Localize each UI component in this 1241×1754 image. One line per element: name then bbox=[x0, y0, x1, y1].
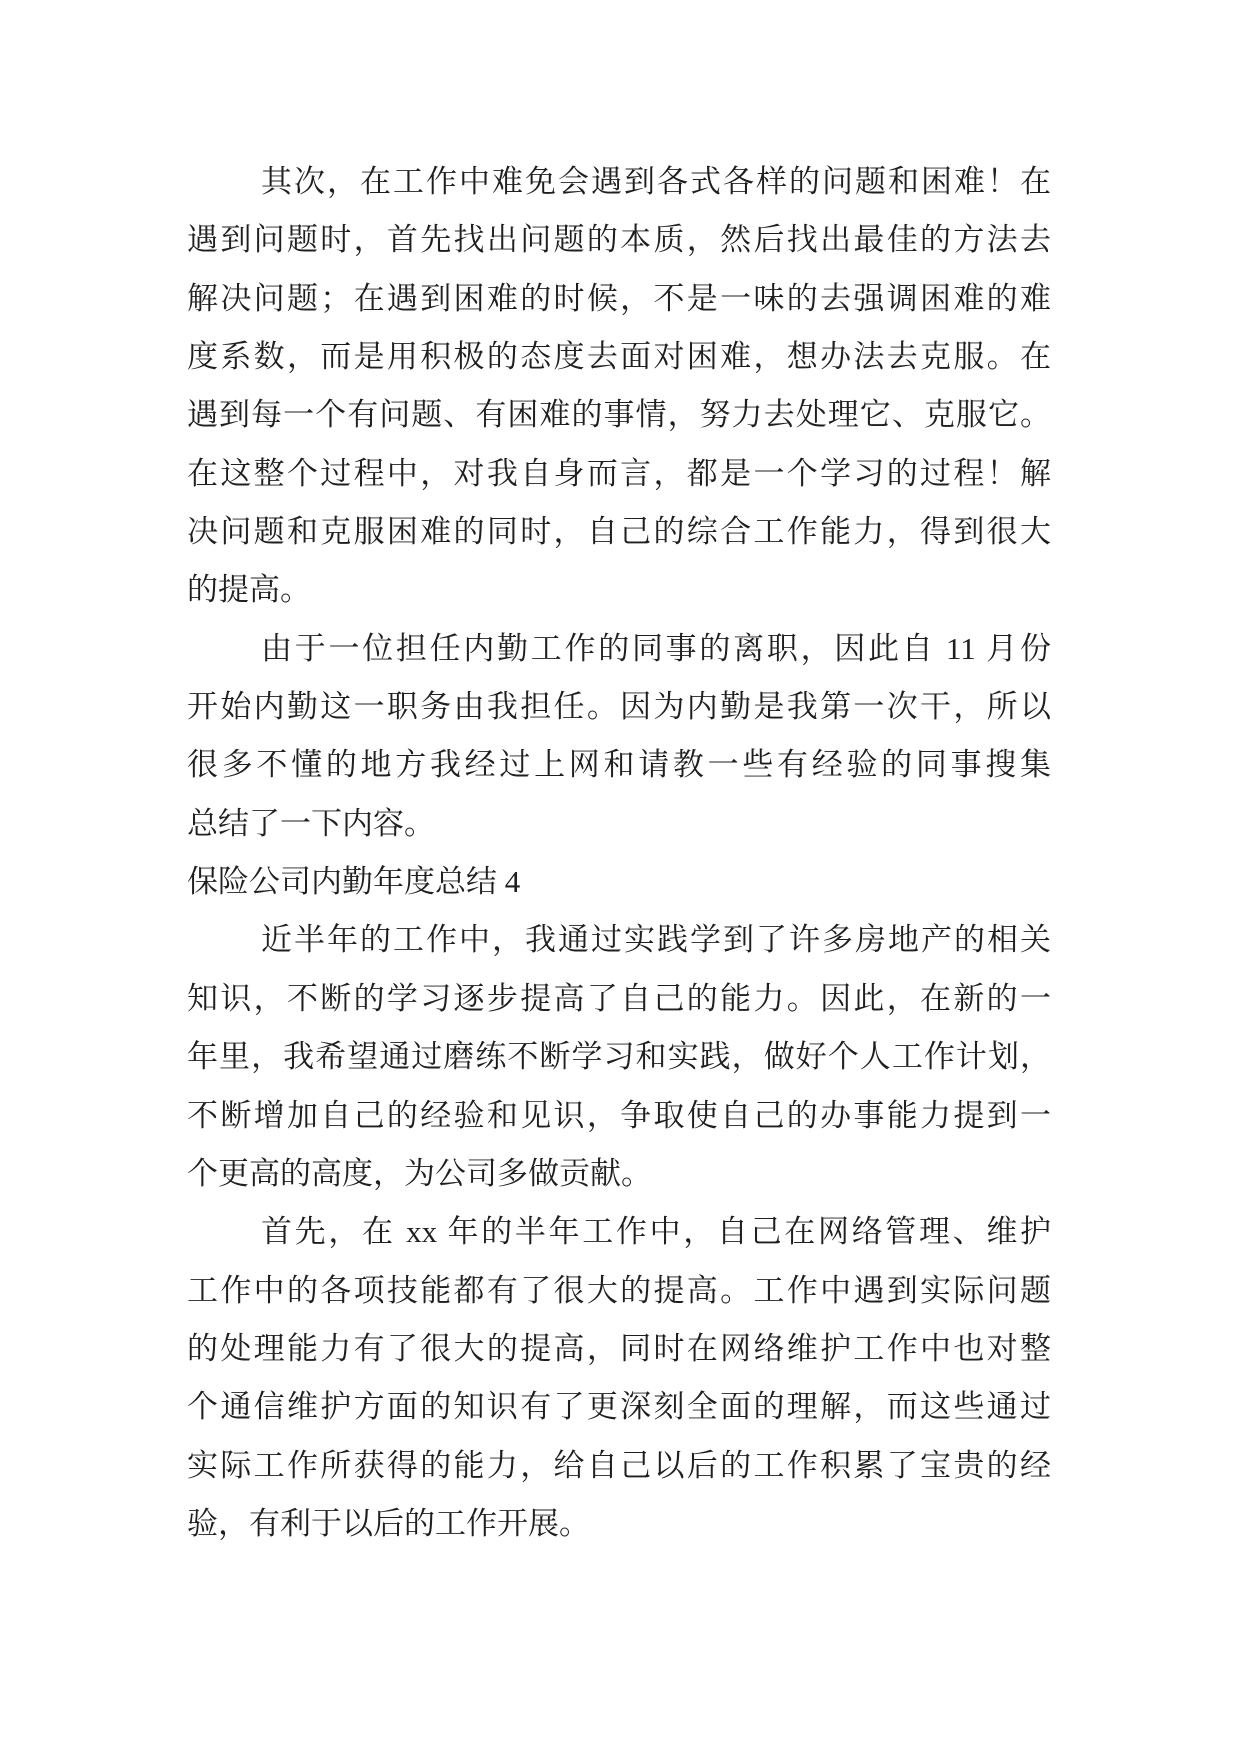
text-line: 工作中的各项技能都有了很大的提高。工作中遇到实际问题 bbox=[187, 1272, 1051, 1308]
text-line: 验，有利于以后的工作开展。 bbox=[187, 1505, 590, 1541]
document-body bbox=[187, 153, 1051, 1553]
text-line: 很多不懂的地方我经过上网和请教一些有经验的同事搜集 bbox=[187, 747, 1051, 783]
text-line: 决问题和克服困难的同时，自己的综合工作能力，得到很大 bbox=[187, 514, 1051, 550]
text-line: 在这整个过程中，对我自身而言，都是一个学习的过程！解 bbox=[187, 455, 1051, 491]
paragraph bbox=[187, 153, 1051, 620]
section-heading: 保险公司内勤年度总结 4 bbox=[187, 864, 521, 900]
paragraph bbox=[187, 853, 1051, 911]
text-line: 个通信维护方面的知识有了更深刻全面的理解，而这些通过 bbox=[187, 1389, 1051, 1425]
text-line: 遇到问题时，首先找出问题的本质，然后找出最佳的方法去 bbox=[187, 222, 1051, 258]
text-line: 近半年的工作中，我通过实践学到了许多房地产的相关 bbox=[261, 922, 1051, 958]
text-line: 总结了一下内容。 bbox=[187, 805, 435, 841]
text-line: 实际工作所获得的能力，给自己以后的工作积累了宝贵的经 bbox=[187, 1447, 1051, 1483]
text-line: 首先，在 xx 年的半年工作中，自己在网络管理、维护 bbox=[261, 1214, 1051, 1250]
text-line: 度系数，而是用积极的态度去面对困难，想办法去克服。在 bbox=[187, 339, 1051, 375]
text-line: 开始内勤这一职务由我担任。因为内勤是我第一次干，所以 bbox=[187, 689, 1051, 725]
text-line: 不断增加自己的经验和见识，争取使自己的办事能力提到一 bbox=[187, 1097, 1051, 1133]
text-line: 其次，在工作中难免会遇到各式各样的问题和困难！在 bbox=[261, 164, 1051, 199]
text-line: 遇到每一个有问题、有困难的事情，努力去处理它、克服它。 bbox=[187, 397, 1051, 433]
text-line: 个更高的高度，为公司多做贡献。 bbox=[187, 1155, 652, 1191]
paragraph bbox=[187, 620, 1051, 853]
text-line: 的处理能力有了很大的提高，同时在网络维护工作中也对整 bbox=[187, 1330, 1051, 1366]
text-line: 由于一位担任内勤工作的同事的离职，因此自 11 月份 bbox=[261, 630, 1051, 666]
text-line: 年里，我希望通过磨练不断学习和实践，做好个人工作计划， bbox=[187, 1039, 1051, 1075]
text-line: 知识，不断的学习逐步提高了自己的能力。因此，在新的一 bbox=[187, 980, 1051, 1016]
paragraph bbox=[187, 911, 1051, 1203]
text-line: 解决问题；在遇到困难的时候，不是一味的去强调困难的难 bbox=[187, 280, 1051, 316]
paragraph bbox=[187, 1203, 1051, 1553]
text-line: 的提高。 bbox=[187, 572, 311, 608]
